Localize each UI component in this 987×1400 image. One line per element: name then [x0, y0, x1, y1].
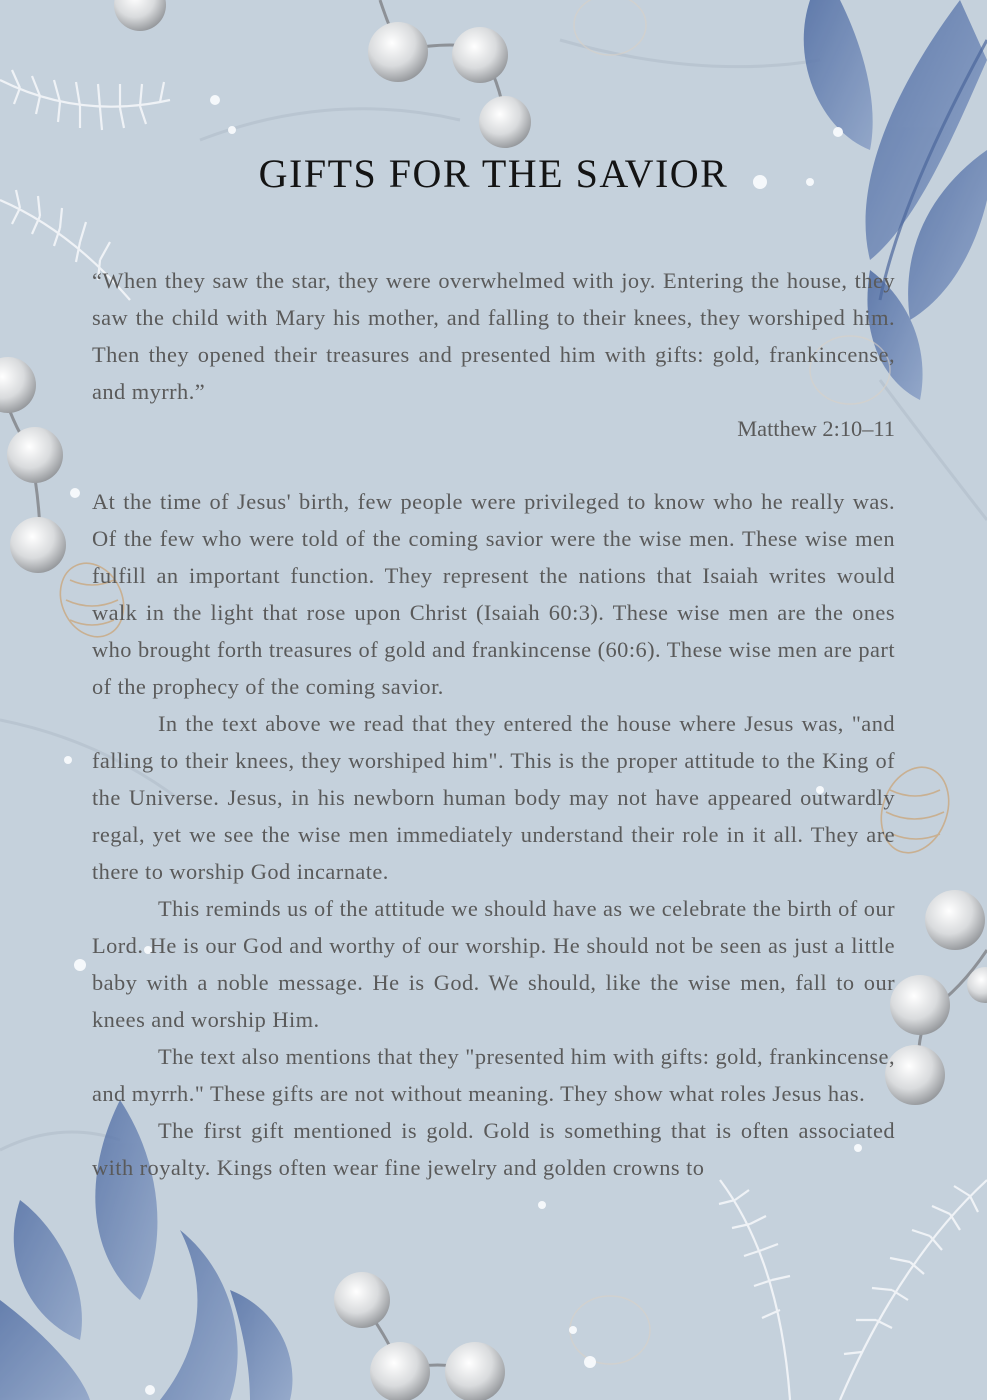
bottom-right-pine-sprig: [719, 1180, 987, 1400]
scripture-quote: “When they saw the star, they were overwhelmed with joy. Entering the house, they saw the child with Mary his mother, and falling to their knees, they worshiped him. Then they opened their treasures and presented him with gifts: gold, frankincense, and myrrh.”: [92, 268, 895, 404]
body-paragraph-5: The first gift mentioned is gold. Gold is something that is often associated with royalty. Kings often wear fine jewelry and golden crowns to: [92, 1118, 895, 1180]
body-paragraph-2: In the text above we read that they entered the house where Jesus was, "and falling to their knees, they worshiped him". This is the proper attitude to the King of the Universe. Jesus, in his newborn human body may not have appeared outwardly regal, yet we see the wise men immediately understand their role in it all. They are there to worship God incarnate.: [92, 711, 895, 884]
page-title: GIFTS FOR THE SAVIOR: [258, 151, 729, 196]
body-paragraph-4: The text also mentions that they "presented him with gifts: gold, frankincense, and myrrh." These gifts are not without meaning. They show what roles Jesus has.: [92, 1044, 895, 1106]
article-body: [92, 483, 895, 1186]
body-paragraph-3: This reminds us of the attitude we should have as we celebrate the birth of our Lord. He is our God and worthy of our worship. He should not be seen as just a little baby with a noble message. He is God. We should, like the wise men, fall to our knees and worship Him.: [92, 896, 895, 1032]
scripture-reference: Matthew 2:10–11: [737, 416, 895, 441]
body-paragraph-1: At the time of Jesus' birth, few people were privileged to know who he really was. Of the few who were told of the coming savior were the wise men. These wise men fulfill an important function. They represent the nations that Isaiah writes would walk in the light that rose upon Christ (Isaiah 60:3). These wise men are the ones who brought forth treasures of gold and frankincense (60:6). These wise men are part of the prophecy of the coming savior.: [92, 489, 895, 699]
